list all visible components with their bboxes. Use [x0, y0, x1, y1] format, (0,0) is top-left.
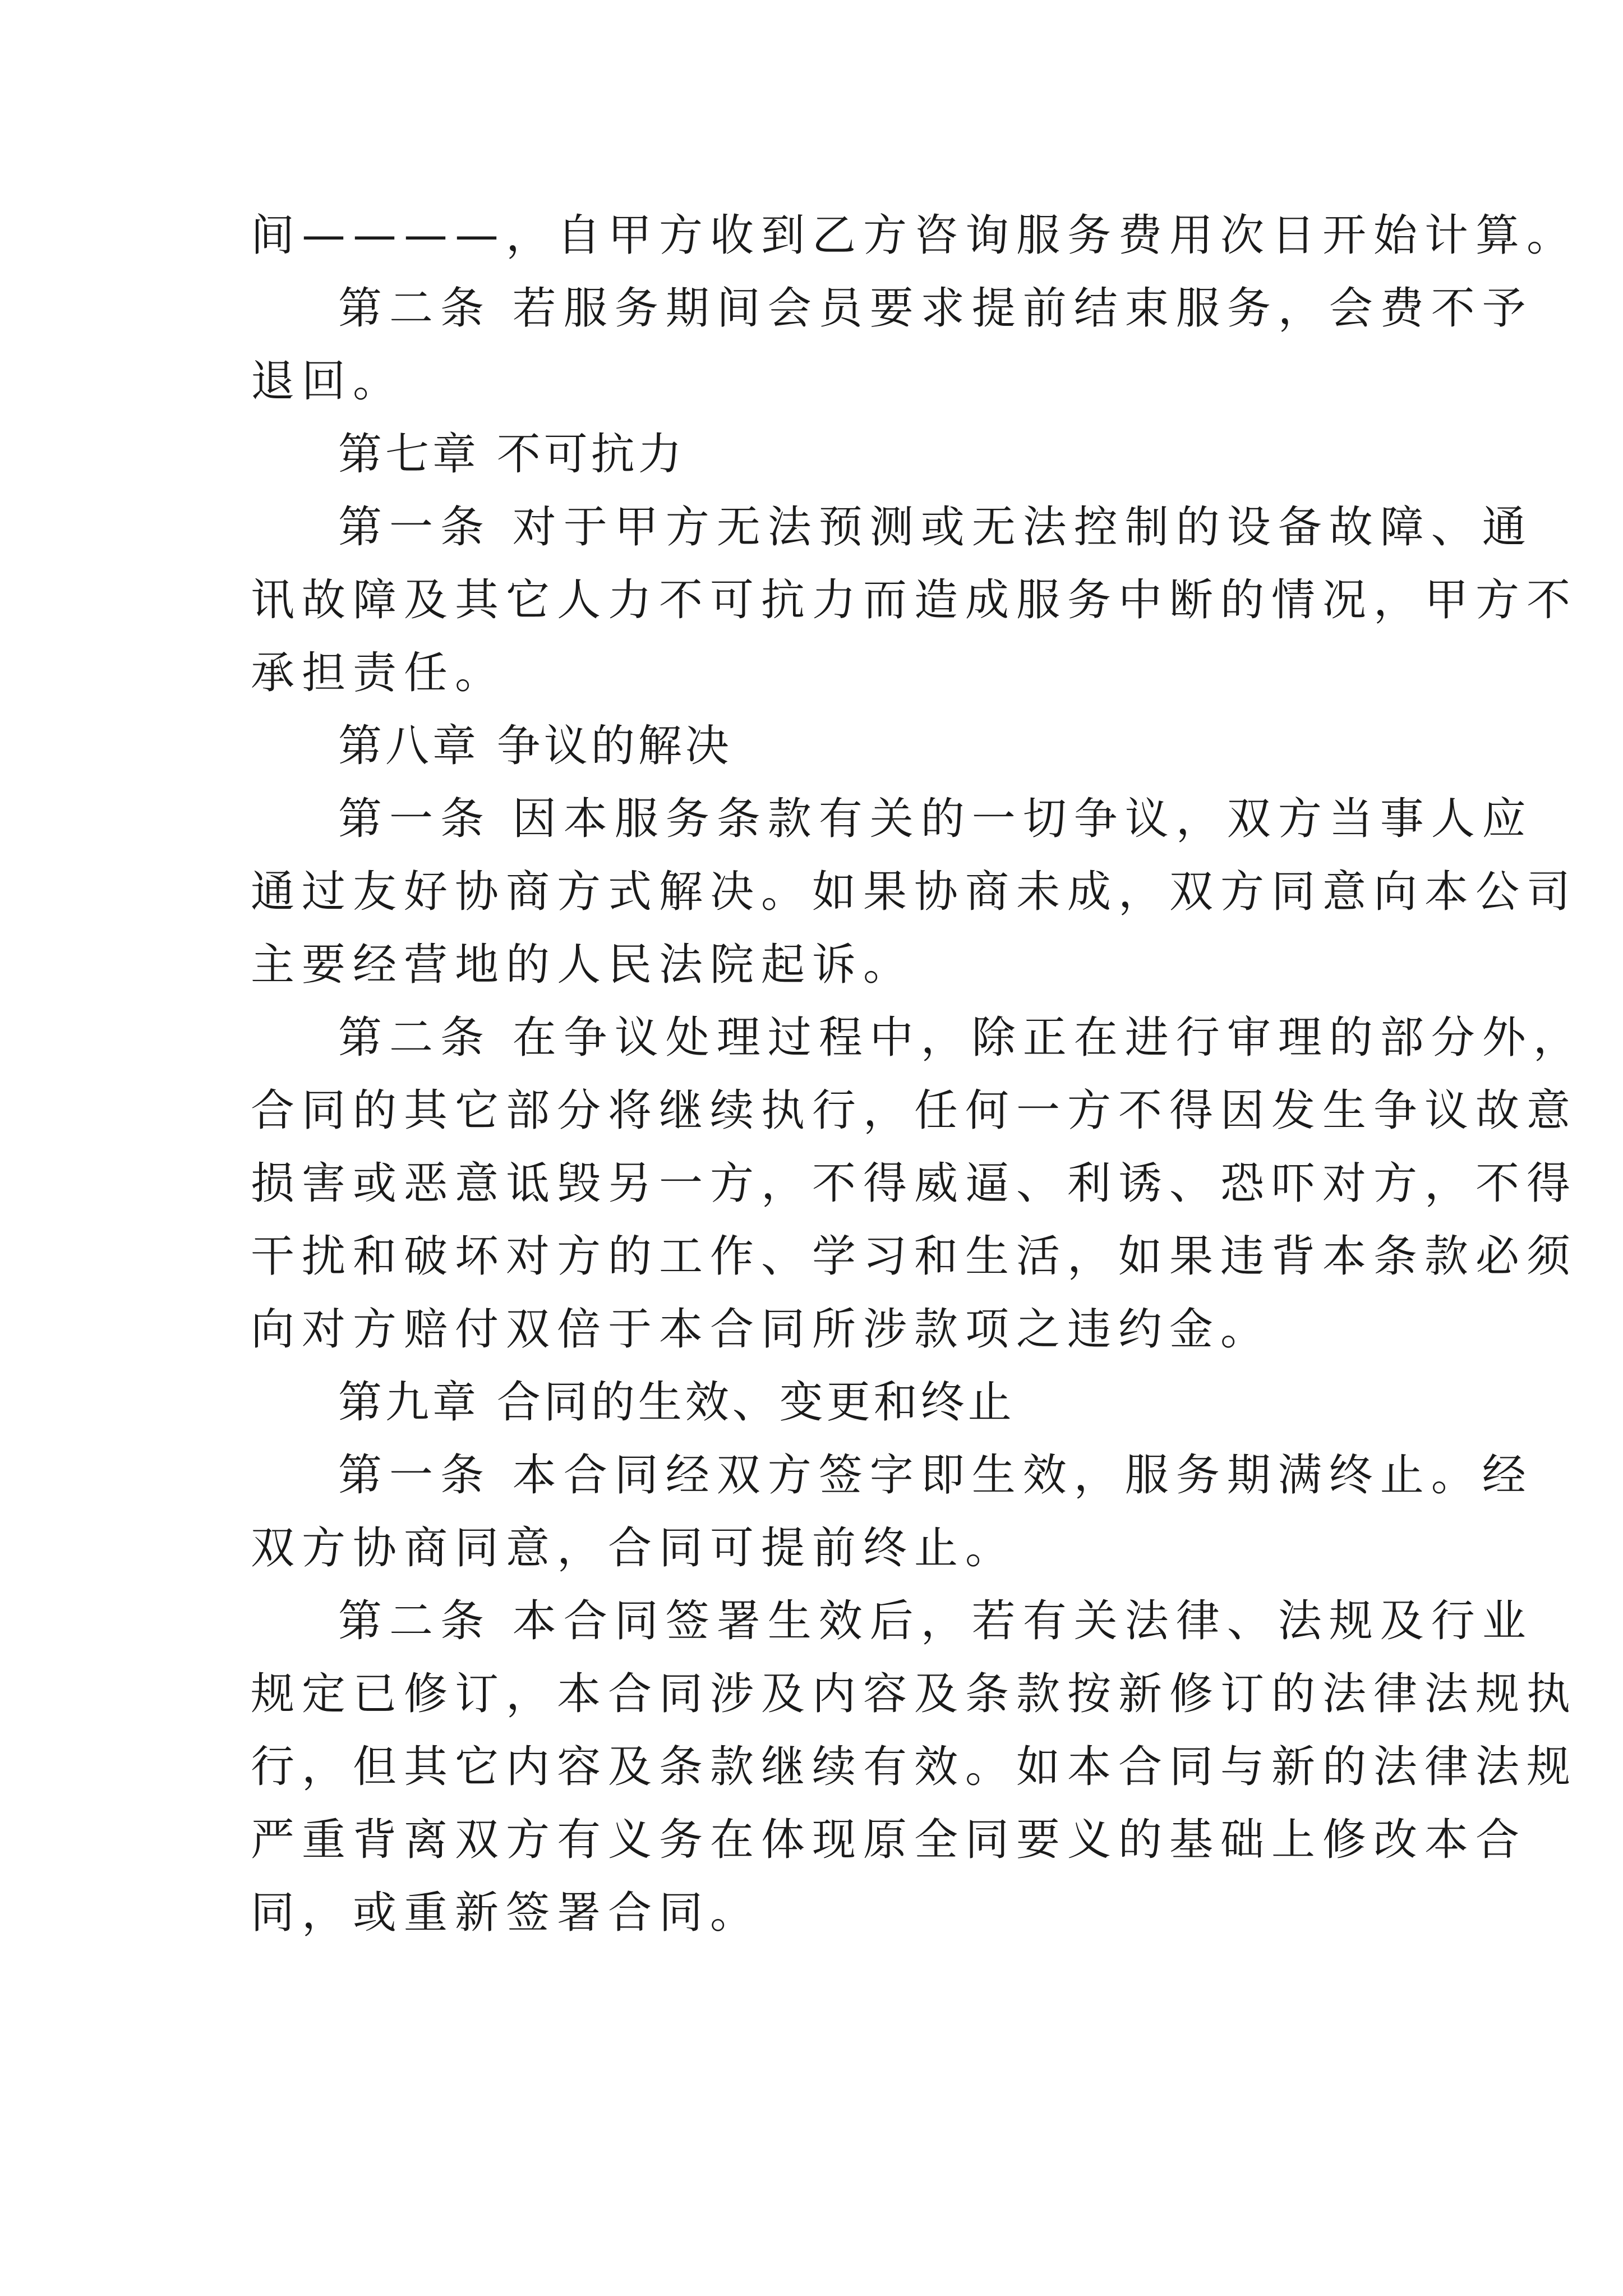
text-line: 讯故障及其它人力不可抗力而造成服务中断的情况，甲方不 — [251, 575, 1578, 625]
chapter-heading — [251, 710, 1389, 783]
text-line: 退回。 — [251, 356, 404, 407]
text-line: 主要经营地的人民法院起诉。 — [251, 940, 915, 990]
text-line: 干扰和破坏对方的工作、学习和生活，如果违背本条款必须 — [251, 1231, 1578, 1282]
text-line: 严重背离双方有义务在体现原全同要义的基础上修改本合 — [251, 1815, 1527, 1865]
text-line: 承担责任。 — [251, 648, 506, 698]
clause-paragraph — [251, 1585, 1578, 1949]
text-line: 合同的其它部分将继续执行，任何一方不得因发生争议故意 — [251, 1085, 1578, 1136]
text-line: 双方协商同意，合同可提前终止。 — [251, 1523, 1017, 1573]
text-line: 通过友好协商方式解决。如果协商未成，双方同意向本公司 — [251, 867, 1578, 917]
chapter-heading — [251, 1366, 1389, 1439]
text-line: 第一条 对于甲方无法预测或无法控制的设备故障、通 — [338, 502, 1533, 553]
clause-paragraph — [251, 491, 1578, 710]
clause-paragraph — [251, 1001, 1584, 1366]
text-line: 损害或恶意诋毁另一方，不得威逼、利诱、恐吓对方，不得 — [251, 1158, 1578, 1209]
heading-line: 第九章 合同的生效、变更和终止 — [338, 1377, 1015, 1428]
clause-paragraph — [251, 1439, 1533, 1585]
text-line: 规定已修订，本合同涉及内容及条款按新修订的法律法规执 — [251, 1669, 1578, 1719]
chapter-heading — [251, 418, 1389, 491]
text-line: 第二条 在争议处理过程中，除正在进行审理的部分外， — [338, 1013, 1584, 1063]
paragraph-continuation — [251, 199, 1578, 272]
heading-line: 第七章 不可抗力 — [338, 429, 685, 480]
clause-paragraph — [251, 783, 1578, 1001]
text-line: 第二条 若服务期间会员要求提前结束服务，会费不予 — [338, 283, 1533, 334]
document-body — [251, 199, 1584, 1949]
text-line: 行，但其它内容及条款继续有效。如本合同与新的法律法规 — [251, 1742, 1578, 1792]
text-line: 第二条 本合同签署生效后，若有关法律、法规及行业 — [338, 1596, 1533, 1646]
text-line: 间————，自甲方收到乙方咨询服务费用次日开始计算。 — [251, 210, 1578, 261]
text-line: 第一条 本合同经双方签字即生效，服务期满终止。经 — [338, 1450, 1533, 1501]
text-line: 向对方赔付双倍于本合同所涉款项之违约金。 — [251, 1304, 1272, 1355]
text-line: 第一条 因本服务条款有关的一切争议，双方当事人应 — [338, 794, 1533, 844]
heading-line: 第八章 争议的解决 — [338, 721, 732, 771]
text-line: 同，或重新签署合同。 — [251, 1888, 762, 1938]
clause-paragraph — [251, 272, 1533, 418]
